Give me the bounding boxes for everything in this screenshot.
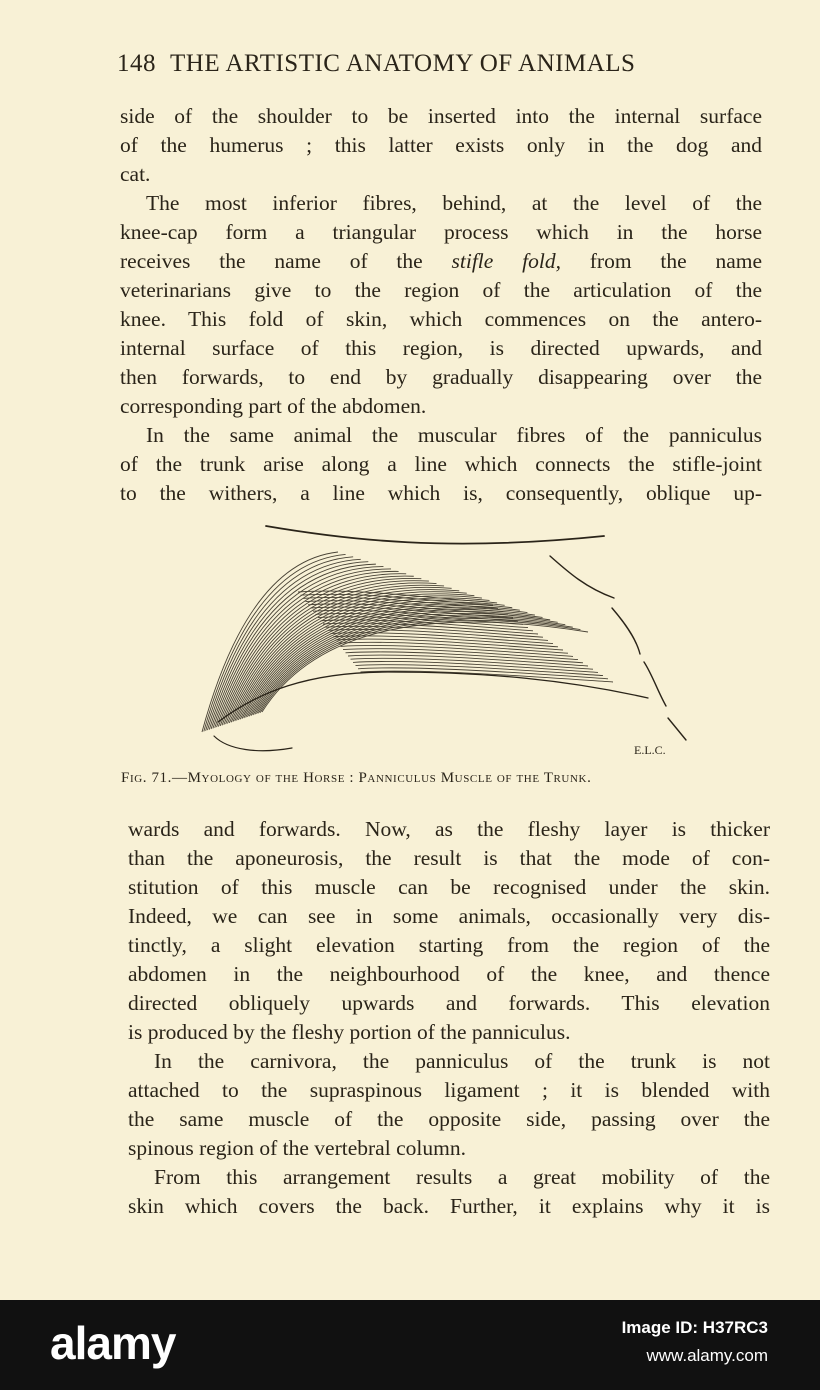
fibre-stroke <box>235 594 475 721</box>
brand-url: www.alamy.com <box>646 1346 768 1365</box>
text-line: abdomen in the neighbourhood of the knee, and thence <box>128 962 770 986</box>
artist-initials: E.L.C. <box>634 743 666 757</box>
text-line: spinous region of the vertebral column. <box>128 1136 466 1160</box>
text-run: from the name <box>560 249 763 273</box>
stifle-outline <box>214 736 292 751</box>
fibre-stroke <box>202 552 338 732</box>
shoulder-outline <box>550 556 614 598</box>
text-line: side of the shoulder to be inserted into the internal surface <box>120 104 762 128</box>
text-line: In the same animal the muscular fibres of the panniculus <box>146 423 762 447</box>
elbow-outline <box>644 662 666 706</box>
running-title: THE ARTISTIC ANATOMY OF ANIMALS <box>170 50 636 77</box>
image-id: Image ID: H37RC3 <box>621 1318 768 1337</box>
text-line: cat. <box>120 162 151 186</box>
italic-term: stifle fold, <box>451 249 561 273</box>
text-line: tinctly, a slight elevation starting from the region of the <box>128 933 770 957</box>
text-block-top <box>120 102 762 508</box>
text-line: is produced by the fleshy portion of the panniculus. <box>128 1020 571 1044</box>
panniculus-muscle-illustration <box>188 522 708 762</box>
text-line: knee. This fold of skin, which commences on the antero- <box>120 307 762 331</box>
back-contour-line <box>266 526 604 544</box>
flank-outline <box>612 608 640 654</box>
text-block-bottom <box>128 815 770 1221</box>
text-line: of the humerus ; this latter exists only in the dog and <box>120 133 762 157</box>
running-head <box>117 50 717 78</box>
text-line: knee-cap form a triangular process which in the horse <box>120 220 762 244</box>
text-line: Indeed, we can see in some animals, occasionally very dis- <box>128 904 770 928</box>
text-line: internal surface of this region, is directed upwards, and <box>120 336 762 360</box>
text-line: than the aponeurosis, the result is that the mode of con- <box>128 846 770 870</box>
page-number: 148 <box>117 50 156 77</box>
figure-caption: Fig. 71.—Myology of the Horse : Panniculus Muscle of the Trunk. <box>121 770 592 786</box>
leg-outline <box>668 718 686 740</box>
text-line <box>120 247 762 276</box>
text-line: then forwards, to end by gradually disappearing over the <box>120 365 762 389</box>
muscle-fibres <box>202 552 613 732</box>
brand-logo: alamy <box>50 1317 176 1369</box>
text-line: corresponding part of the abdomen. <box>120 394 427 418</box>
text-line: wards and forwards. Now, as the fleshy layer is thicker <box>128 817 770 841</box>
text-line: From this arrangement results a great mobility of the <box>154 1165 770 1189</box>
text-line: In the carnivora, the panniculus of the trunk is not <box>154 1049 770 1073</box>
text-line: to the withers, a line which is, consequently, oblique up- <box>120 481 762 505</box>
text-line: of the trunk arise along a line which connects the stifle-joint <box>120 452 762 476</box>
text-line: veterinarians give to the region of the articulation of the <box>120 278 762 302</box>
text-line: skin which covers the back. Further, it explains why it is <box>128 1194 770 1218</box>
text-line: directed obliquely upwards and forwards. This elevation <box>128 991 770 1015</box>
text-line: the same muscle of the opposite side, passing over the <box>128 1107 770 1131</box>
text-line: The most inferior fibres, behind, at the level of the <box>146 191 762 215</box>
text-line: attached to the supraspinous ligament ; it is blended with <box>128 1078 770 1102</box>
text-line: stitution of this muscle can be recognised under the skin. <box>128 875 770 899</box>
text-run: receives the name of the <box>120 249 452 273</box>
